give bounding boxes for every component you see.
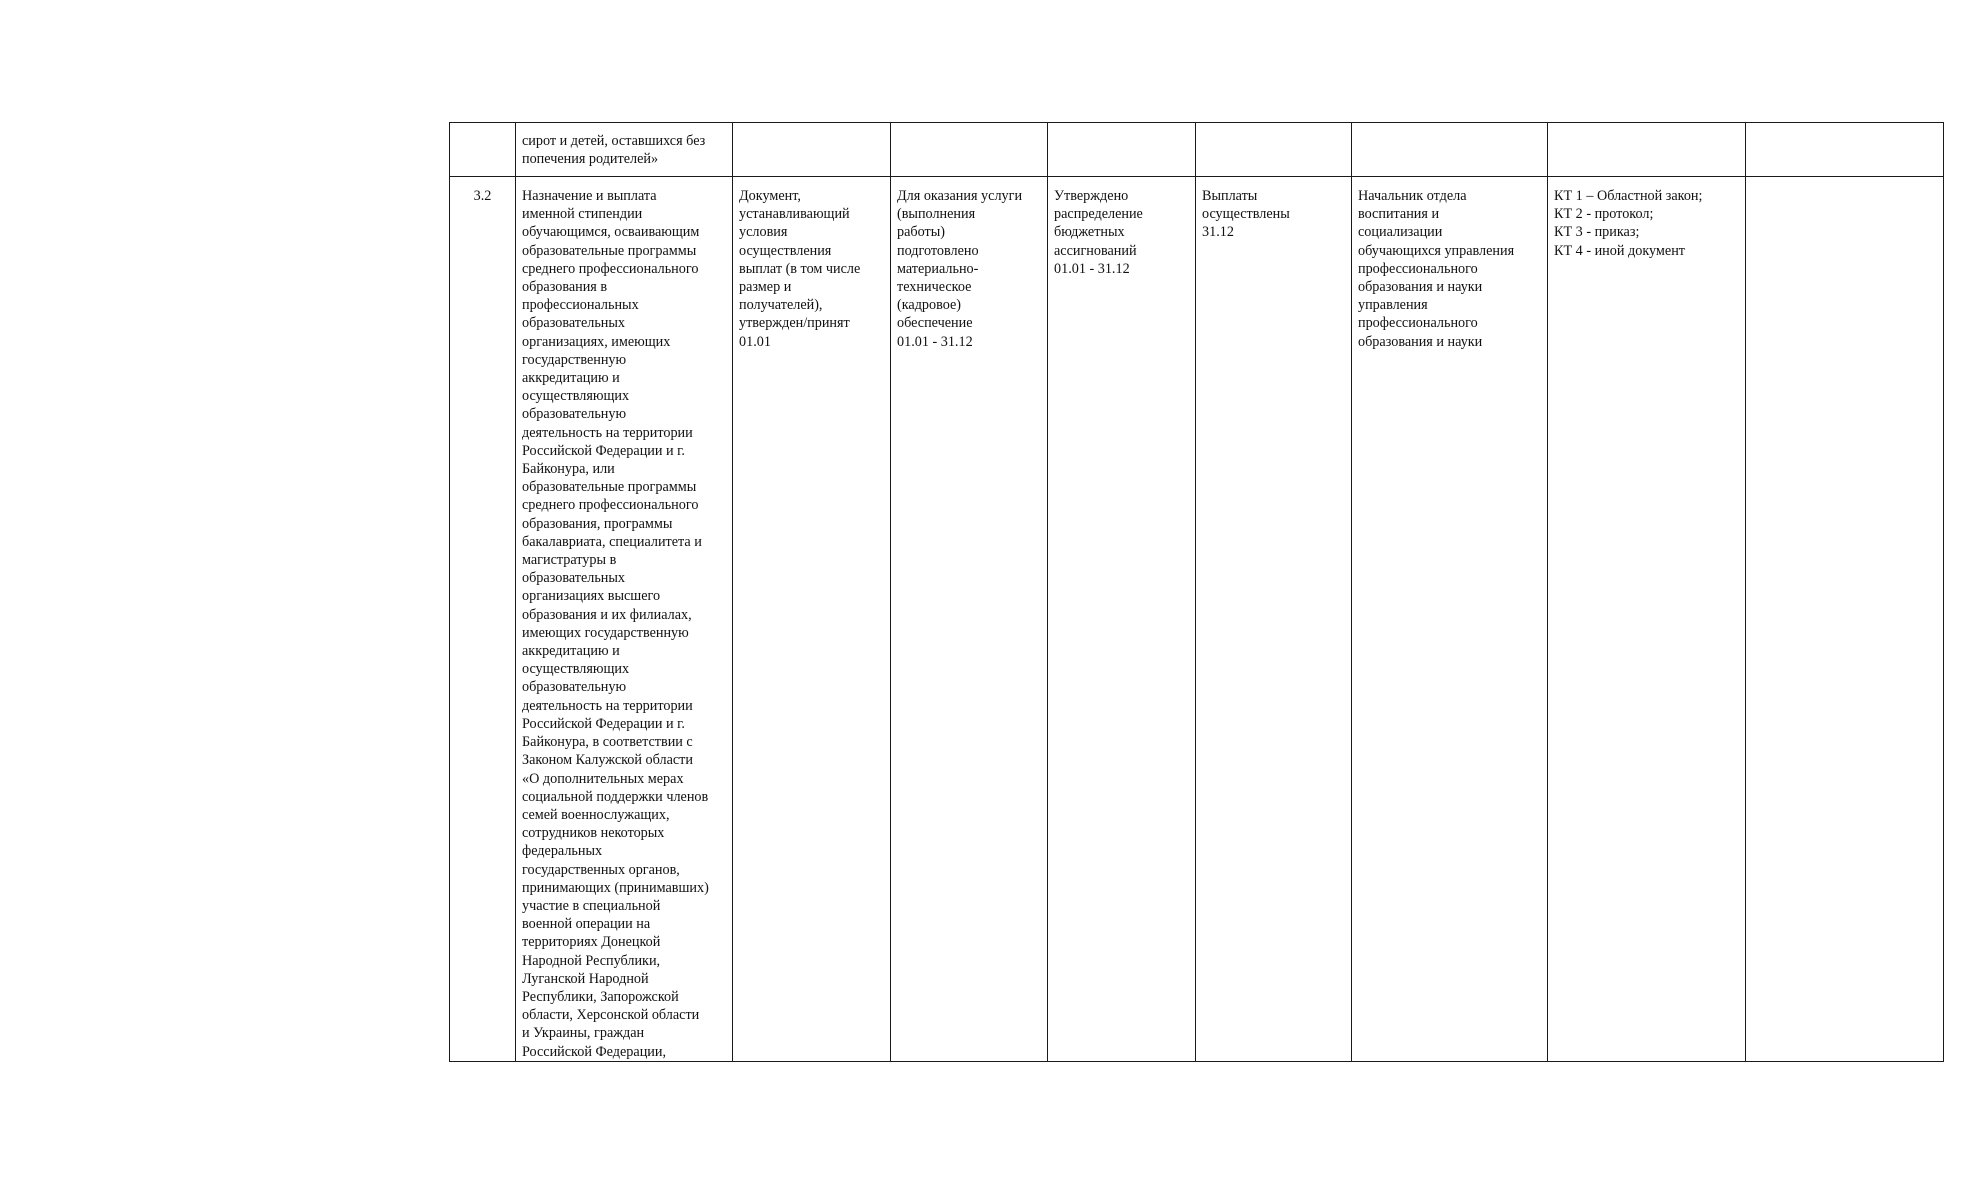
payments-cell: Выплаты осуществлены 31.12: [1196, 177, 1352, 1062]
document-cell: [733, 123, 891, 177]
condition-cell: Для оказания услуги (выполнения работы) подготовлено материально- техническое (кадровое) обеспечение 01.01 - 31.12: [891, 177, 1048, 1062]
payments-cell: [1196, 123, 1352, 177]
event-name-cell: сирот и детей, оставшихся без попечения родителей»: [516, 123, 733, 177]
row-number-cell: [450, 123, 516, 177]
table-row-continuation: [450, 123, 1944, 177]
control-point-cell: КТ 1 – Областной закон; КТ 2 - протокол; КТ 3 - приказ; КТ 4 - иной документ: [1548, 177, 1746, 1062]
approved-cell: Утверждено распределение бюджетных ассигнований 01.01 - 31.12: [1048, 177, 1196, 1062]
condition-cell: [891, 123, 1048, 177]
row-number-cell: 3.2: [450, 177, 516, 1062]
plan-table: [449, 122, 1944, 1062]
table-row-3-2: [450, 177, 1944, 1062]
document-cell: Документ, устанавливающий условия осуществления выплат (в том числе размер и получателей), утвержден/принят 01.01: [733, 177, 891, 1062]
approved-cell: [1048, 123, 1196, 177]
event-name-cell: Назначение и выплата именной стипендии обучающимся, осваивающим образовательные программы среднего профессионального образования в профессиональных образовательных организациях, имеющих государственную аккредитацию и осуществляющих образовательную деятельность на территории Российской Федерации и г. Байконура, или образовательные программы среднего профессионального образования, программы бакалавриата, специалитета и магистратуры в образовательных организациях высшего образования и их филиалах, имеющих государственную аккредитацию и осуществляющих образовательную деятельность на территории Российской Федерации и г. Байконура, в соответствии с Законом Калужской области «О дополнительных мерах социальной поддержки членов семей военнослужащих, сотрудников некоторых федеральных государственных органов, принимающих (принимавших) участие в специальной военной операции на территориях Донецкой Народной Республики, Луганской Народной Республики, Запорожской области, Херсонской области и Украины, граждан Российской Федерации,: [516, 177, 733, 1062]
extra-cell: [1746, 177, 1944, 1062]
responsible-cell: Начальник отдела воспитания и социализации обучающихся управления профессионального образования и науки управления профессионального образования и науки: [1352, 177, 1548, 1062]
extra-cell: [1746, 123, 1944, 177]
control-point-cell: [1548, 123, 1746, 177]
responsible-cell: [1352, 123, 1548, 177]
